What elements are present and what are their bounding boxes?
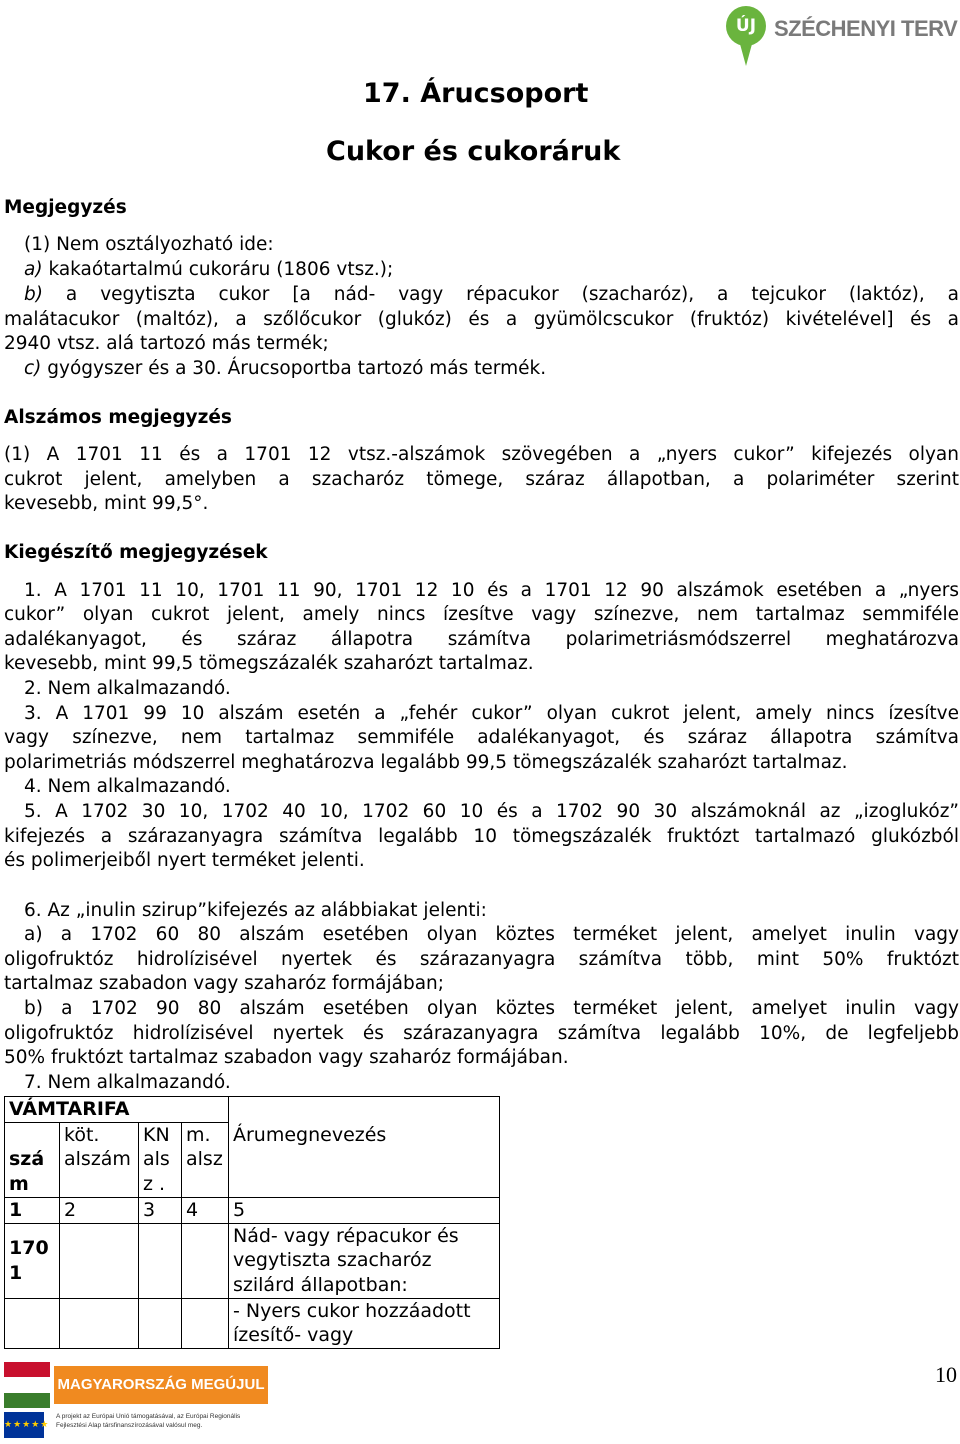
table-cell <box>182 1223 229 1298</box>
alszamos-line: kevesebb, mint 99,5°. <box>4 493 209 514</box>
vamtarifa-table <box>4 1096 500 1349</box>
alszamos-line: cukrot jelent, amelyben a szacharóz tömege, száraz állapotban, a polariméter szerint <box>4 469 959 490</box>
megjegyzes-line: c) gyógyszer és a 30. Árucsoportba tartozó más termék. <box>24 358 547 379</box>
note-6: 6. Az „inulin szirup”kifejezés az alábbiakat jelenti: <box>24 900 487 921</box>
magyarorszag-megujul-logo <box>4 1362 268 1438</box>
megjegyzes-heading: Megjegyzés <box>4 197 127 218</box>
table-cell <box>5 1298 60 1348</box>
footer-banner: MAGYARORSZÁG MEGÚJUL <box>54 1366 268 1404</box>
note-1: 1. A 1701 11 10, 1701 11 90, 1701 12 10 és a 1701 12 90 alszámok esetében a „nyers <box>24 580 959 601</box>
table-cell: 3 <box>139 1197 182 1223</box>
col-header-number: szá m <box>5 1122 60 1197</box>
megjegyzes-line: a) kakaótartalmú cukoráru (1806 vtsz.); <box>24 259 394 280</box>
table-row <box>5 1197 500 1223</box>
table-row <box>5 1223 500 1298</box>
alszamos-line: (1) A 1701 11 és a 1701 12 vtsz.-alszámok szövegében a „nyers cukor” kifejezés olyan <box>4 444 959 465</box>
col-header-sub: köt. alszám <box>60 1122 139 1197</box>
note-3: polarimetriás módszerrel meghatározva legalább 99,5 tömegszázalék szaharózt tartalmaz. <box>4 752 848 773</box>
table-cell: 4 <box>182 1197 229 1223</box>
table-title: VÁMTARIFA <box>5 1097 229 1123</box>
table-cell-code: 170 1 <box>5 1223 60 1298</box>
footer-fineprint: A projekt az Európai Unió támogatásával, az Európai Regionális Fejlesztési Alap társfinanszírozásával valósul meg. <box>56 1413 241 1429</box>
note-6a: a) a 1702 60 80 alszám esetében olyan köztes terméket jelent, amelyet inulin vagy <box>24 924 959 945</box>
col-header-description: Árumegnevezés <box>229 1097 500 1198</box>
chapter-subtitle: Cukor és cukoráruk <box>326 136 621 167</box>
table-cell <box>182 1298 229 1348</box>
note-6b: b) a 1702 90 80 alszám esetében olyan köztes terméket jelent, amelyet inulin vagy <box>24 998 959 1019</box>
eu-flag-icon: ★★★★★ <box>4 1412 44 1438</box>
table-cell <box>139 1223 182 1298</box>
megjegyzes-line: malátacukor (maltóz), a szőlőcukor (glukóz) és a gyümölcscukor (fruktóz) kivételével] és a <box>4 309 959 330</box>
table-cell: 1 <box>5 1197 60 1223</box>
table-cell: 2 <box>60 1197 139 1223</box>
note-3: 3. A 1701 99 10 alszám esetén a „fehér cukor” olyan cukrot jelent, amely nincs ízesítve <box>24 703 959 724</box>
logo-pin-icon <box>740 44 752 66</box>
logo-text: SZÉCHENYI TERV <box>774 16 958 41</box>
page-number: 10 <box>935 1362 957 1387</box>
note-4: 4. Nem alkalmazandó. <box>24 776 231 797</box>
note-6a: oligofruktóz hidrolízisével nyertek és szárazanyagra számítva több, mint 50% fruktózt <box>4 949 959 970</box>
megjegyzes-line: 2940 vtsz. alá tartozó más termék; <box>4 333 329 354</box>
col-header-kn: KN alsz . <box>139 1122 182 1197</box>
hungarian-flag-icon <box>4 1362 50 1408</box>
table-row <box>5 1298 500 1348</box>
table-row <box>5 1097 500 1123</box>
logo-badge: ÚJ <box>726 6 766 46</box>
szechenyi-terv-logo <box>722 0 960 72</box>
chapter-title: 17. Árucsoport <box>363 78 589 109</box>
note-6b: 50% fruktózt tartalmaz szabadon vagy szaharóz formájában. <box>4 1047 569 1068</box>
note-5: és polimerjeiből nyert terméket jelenti. <box>4 850 365 871</box>
table-cell <box>139 1298 182 1348</box>
note-5: kifejezés a szárazanyagra számítva legalább 10 tömegszázalék fruktózt tartalmazó glukózból <box>4 826 959 847</box>
note-1: kevesebb, mint 99,5 tömegszázalék szaharózt tartalmaz. <box>4 653 534 674</box>
note-1: cukor” olyan cukrot jelent, amely nincs ízesítve vagy színezve, nem tartalmaz semmiféle <box>4 604 959 625</box>
table-cell-description: Nád- vagy répacukor és vegytiszta szacharóz szilárd állapotban: <box>229 1223 500 1298</box>
megjegyzes-line: b) a vegytiszta cukor [a nád- vagy répacukor (szacharóz), a tejcukor (laktóz), a <box>24 284 959 305</box>
note-3: vagy színezve, nem tartalmaz semmiféle adalékanyagot, és száraz állapotra számítva <box>4 727 959 748</box>
note-6a: tartalmaz szabadon vagy szaharóz formájában; <box>4 973 445 994</box>
note-6b: oligofruktóz hidrolízisével nyertek és szárazanyagra számítva legalább 10%, de legfeljebb <box>4 1023 959 1044</box>
table-cell <box>60 1298 139 1348</box>
kiegeszito-heading: Kiegészítő megjegyzések <box>4 542 268 563</box>
megjegyzes-line: (1) Nem osztályozható ide: <box>24 234 274 255</box>
table-cell <box>60 1223 139 1298</box>
note-5: 5. A 1702 30 10, 1702 40 10, 1702 60 10 és a 1702 90 30 alszámoknál az „izoglukóz” <box>24 801 959 822</box>
alszamos-heading: Alszámos megjegyzés <box>4 407 232 428</box>
col-header-m: m. alsz <box>182 1122 229 1197</box>
note-1: adalékanyagot, és száraz állapotra számítva polarimetriásmódszerrel meghatározva <box>4 629 959 650</box>
note-2: 2. Nem alkalmazandó. <box>24 678 231 699</box>
note-7: 7. Nem alkalmazandó. <box>24 1072 231 1093</box>
table-cell-description: - Nyers cukor hozzáadott ízesítő- vagy <box>229 1298 500 1348</box>
table-cell: 5 <box>229 1197 500 1223</box>
